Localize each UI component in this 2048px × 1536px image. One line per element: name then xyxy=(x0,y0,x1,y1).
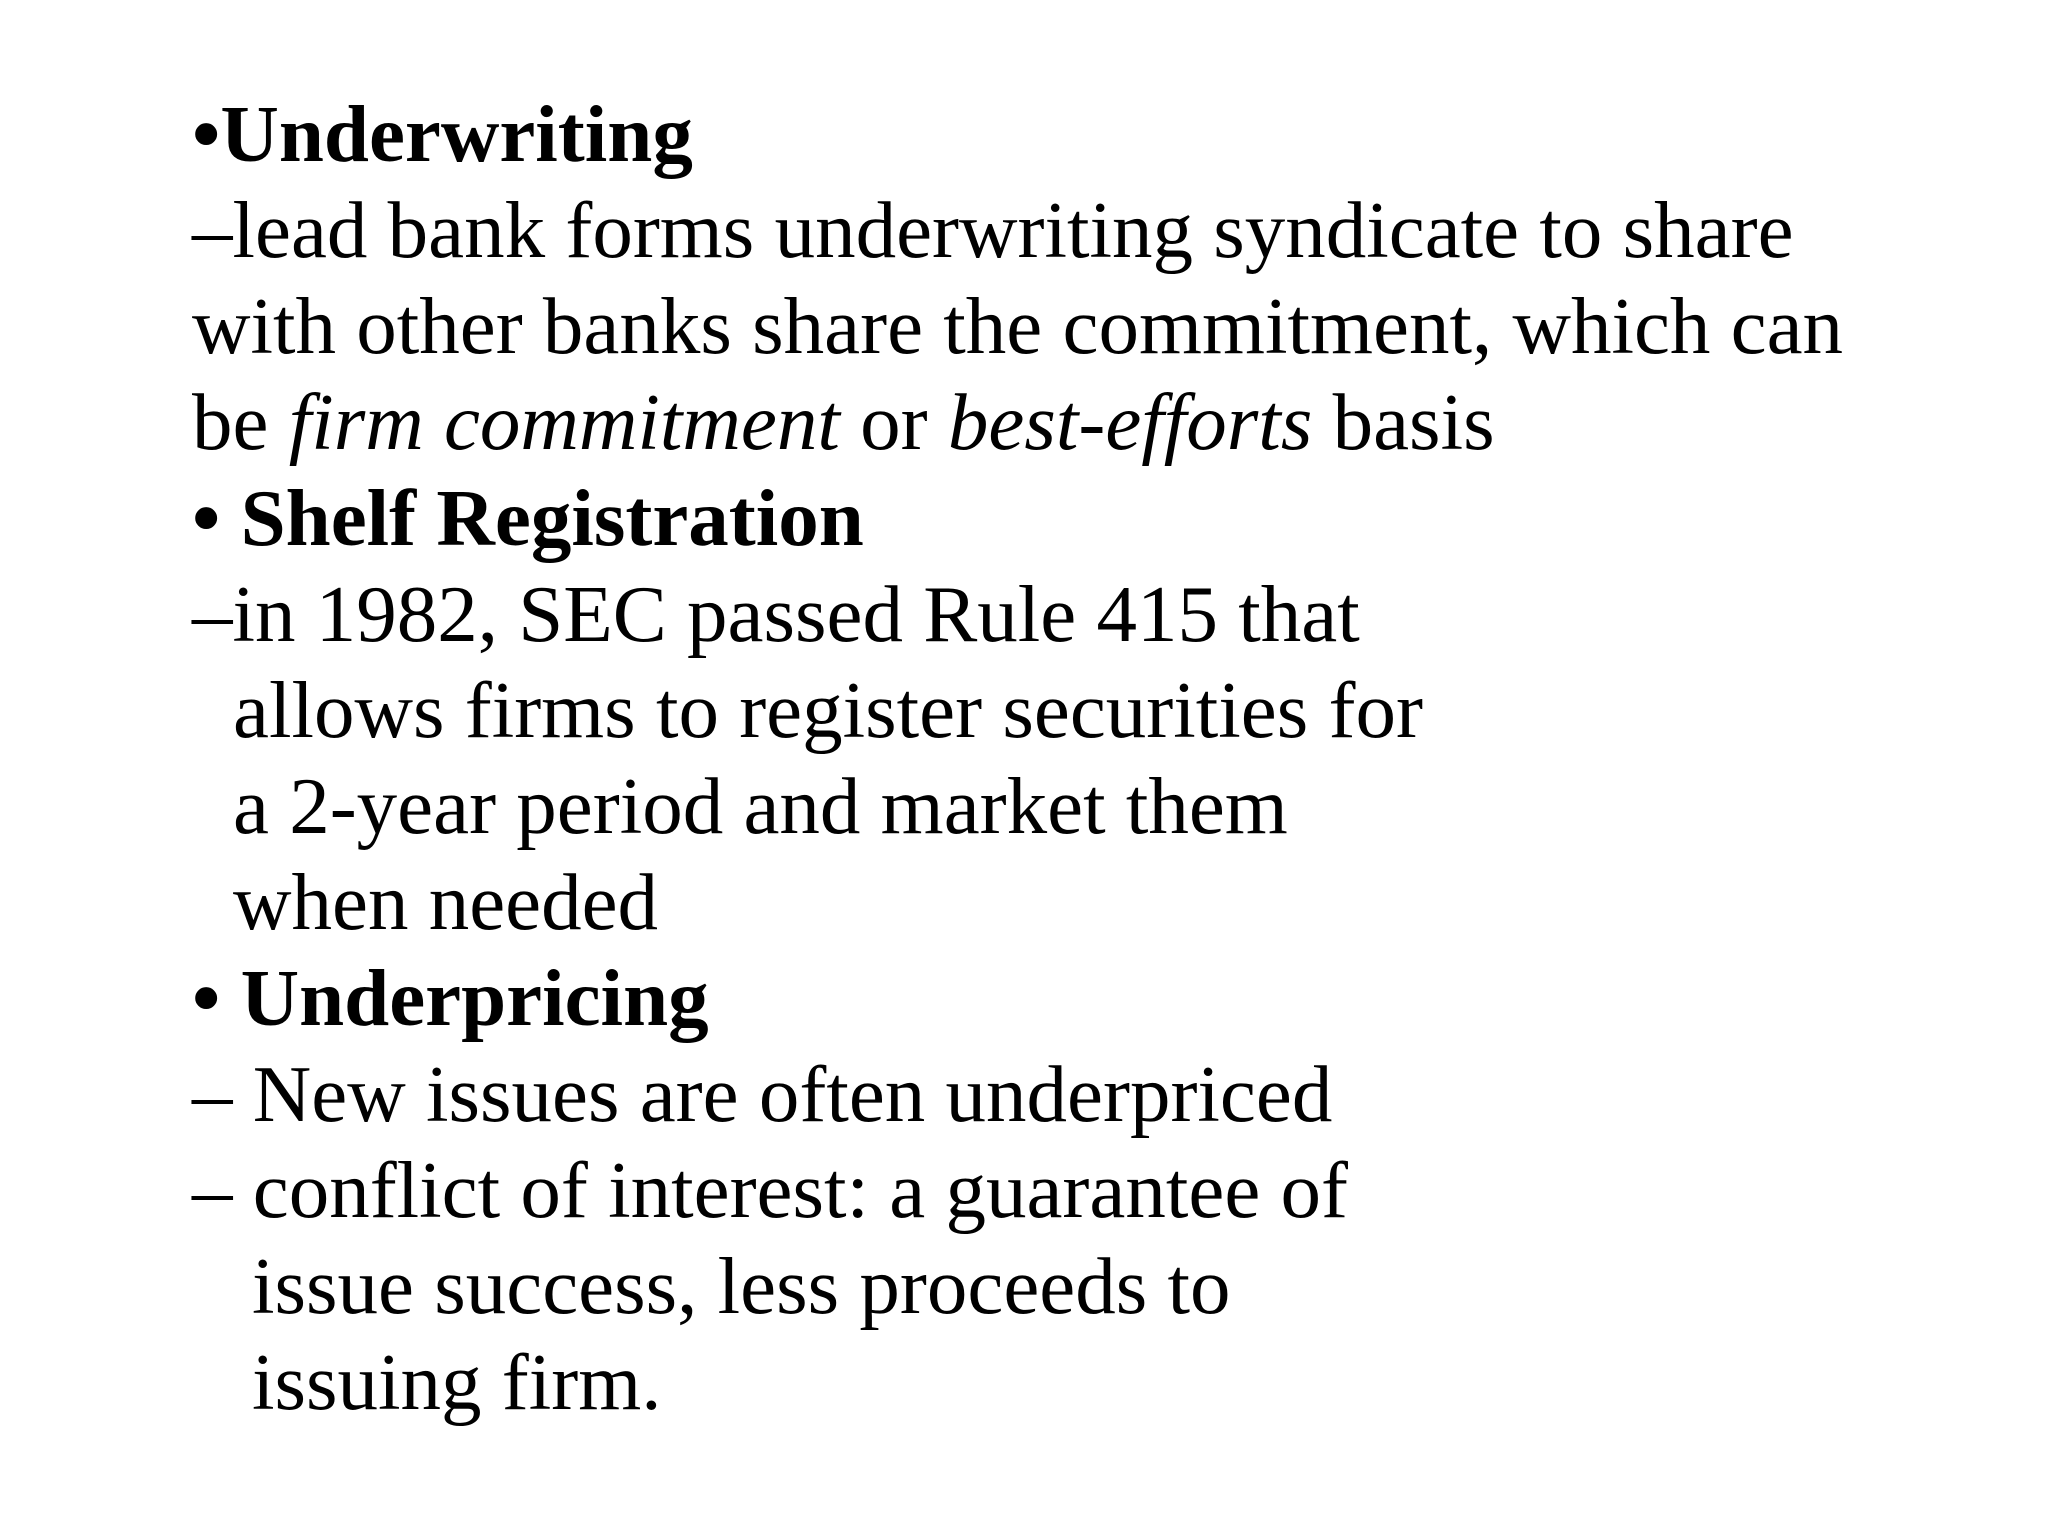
shelf-text-line-1: –in 1982, SEC passed Rule 415 that xyxy=(192,569,1360,659)
heading-shelf-registration: • Shelf Registration xyxy=(192,473,864,563)
underpricing-text-line-3: issue success, less proceeds to xyxy=(252,1241,1231,1331)
underwriting-text-line-3 xyxy=(192,374,1495,470)
underpricing-text-line-1: – New issues are often underpriced xyxy=(192,1049,1333,1139)
underpricing-text-line-2: – conflict of interest: a guarantee of xyxy=(192,1145,1348,1235)
shelf-text-line-3: a 2-year period and market them xyxy=(233,761,1288,851)
text-be: be xyxy=(192,377,289,467)
underwriting-text-line-2: with other banks share the commitment, which can xyxy=(192,281,1844,371)
heading-underwriting: •Underwriting xyxy=(192,89,693,179)
text-basis: basis xyxy=(1312,377,1495,467)
term-firm-commitment: firm commitment xyxy=(288,377,840,467)
term-best-efforts: best-efforts xyxy=(947,377,1313,467)
underwriting-text-line-1: –lead bank forms underwriting syndicate to share xyxy=(192,185,1794,275)
underpricing-text-line-4: issuing firm. xyxy=(252,1337,662,1427)
text-or: or xyxy=(839,377,948,467)
shelf-text-line-2: allows firms to register securities for xyxy=(233,665,1423,755)
heading-underpricing: • Underpricing xyxy=(192,953,709,1043)
shelf-text-line-4: when needed xyxy=(233,857,659,947)
